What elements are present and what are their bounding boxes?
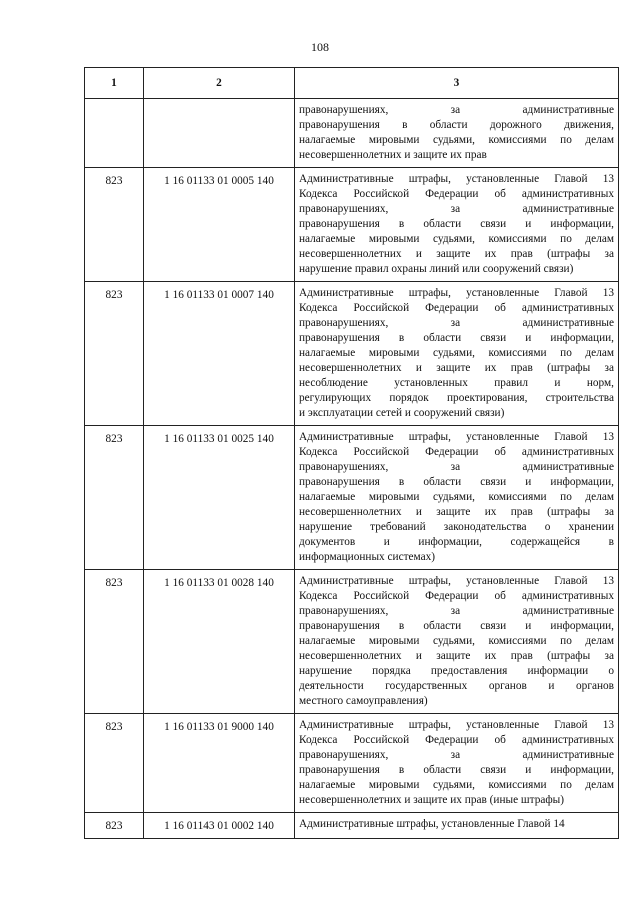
description-line: Административные штрафы, установленные Главой 14 <box>299 818 565 830</box>
description-cell <box>295 714 619 813</box>
description-line: правонарушениях, за административные <box>299 749 614 761</box>
admin-code-cell: 823 <box>85 168 144 282</box>
description-line: несоблюдение установленных правил и норм, <box>299 377 614 389</box>
admin-code-cell: 823 <box>85 282 144 426</box>
budget-code-cell: 1 16 01133 01 0007 140 <box>144 282 295 426</box>
description-line: правонарушениях, за административные <box>299 461 614 473</box>
description-line: правонарушения в области связи и информации, <box>299 476 614 488</box>
description-line: несовершеннолетних и защите их прав (штрафы за <box>299 248 614 260</box>
description-line: налагаемые мировыми судьями, комиссиями по делам <box>299 347 614 359</box>
description-line: Административные штрафы, установленные Главой 13 <box>299 431 614 443</box>
description-line: правонарушения в области связи и информации, <box>299 620 614 632</box>
description-line: Кодекса Российской Федерации об административных <box>299 302 614 314</box>
description-line: правонарушения в области связи и информации, <box>299 218 614 230</box>
description-line: документов и информации, содержащейся в <box>299 536 614 548</box>
table-row <box>85 570 619 714</box>
description-cell <box>295 99 619 168</box>
header-col-1: 1 <box>85 68 144 99</box>
description-line: несовершеннолетних и защите их прав (иные штрафы) <box>299 794 565 806</box>
description-line: деятельности государственных органов и органов <box>299 680 614 692</box>
budget-code-cell: 1 16 01143 01 0002 140 <box>144 813 295 839</box>
description-line: правонарушения в области связи и информации, <box>299 764 614 776</box>
description-line: Административные штрафы, установленные Главой 13 <box>299 287 614 299</box>
admin-code-cell: 823 <box>85 426 144 570</box>
admin-code-cell: 823 <box>85 570 144 714</box>
budget-code-cell: 1 16 01133 01 0028 140 <box>144 570 295 714</box>
description-line: правонарушения в области дорожного движения, <box>299 119 614 131</box>
admin-code-cell <box>85 99 144 168</box>
description-line: налагаемые мировыми судьями, комиссиями по делам <box>299 233 614 245</box>
table-row <box>85 168 619 282</box>
header-col-3: 3 <box>295 68 619 99</box>
description-line: несовершеннолетних и защите их прав (штрафы за <box>299 362 614 374</box>
admin-code-cell: 823 <box>85 714 144 813</box>
description-line: Административные штрафы, установленные Главой 13 <box>299 173 614 185</box>
description-line: нарушение требований законодательства о хранении <box>299 521 614 533</box>
table-row <box>85 282 619 426</box>
page-number: 108 <box>311 40 329 54</box>
description-line: нарушение порядка предоставления информации о <box>299 665 614 677</box>
description-line: Кодекса Российской Федерации об административных <box>299 188 614 200</box>
description-cell <box>295 570 619 714</box>
description-line: регулирующих порядок проектирования, строительства <box>299 392 614 404</box>
description-line: и эксплуатации сетей и сооружений связи) <box>299 407 505 419</box>
table-header-row <box>85 68 619 99</box>
description-line: несовершеннолетних и защите их прав (штрафы за <box>299 506 614 518</box>
description-cell <box>295 282 619 426</box>
description-line: Кодекса Российской Федерации об административных <box>299 590 614 602</box>
budget-code-cell: 1 16 01133 01 9000 140 <box>144 714 295 813</box>
description-line: Административные штрафы, установленные Главой 13 <box>299 719 614 731</box>
table-row <box>85 813 619 839</box>
description-line: нарушение правил охраны линий или сооружений связи) <box>299 263 574 275</box>
description-cell <box>295 168 619 282</box>
description-line: несовершеннолетних и защите их прав (штрафы за <box>299 650 614 662</box>
description-line: Кодекса Российской Федерации об административных <box>299 734 614 746</box>
description-line: налагаемые мировыми судьями, комиссиями по делам <box>299 635 614 647</box>
description-line: Административные штрафы, установленные Главой 13 <box>299 575 614 587</box>
description-cell <box>295 426 619 570</box>
description-line: правонарушениях, за административные <box>299 203 614 215</box>
description-line: налагаемые мировыми судьями, комиссиями по делам <box>299 779 614 791</box>
description-line: правонарушениях, за административные <box>299 104 614 116</box>
description-line: правонарушениях, за административные <box>299 317 614 329</box>
description-line: Кодекса Российской Федерации об административных <box>299 446 614 458</box>
budget-code-cell: 1 16 01133 01 0025 140 <box>144 426 295 570</box>
description-line: местного самоуправления) <box>299 695 428 707</box>
header-col-2: 2 <box>144 68 295 99</box>
description-line: правонарушения в области связи и информации, <box>299 332 614 344</box>
description-line: налагаемые мировыми судьями, комиссиями по делам <box>299 491 614 503</box>
table-row <box>85 99 619 168</box>
table-row <box>85 714 619 813</box>
description-line: информационных системах) <box>299 551 436 563</box>
description-cell <box>295 813 619 839</box>
description-line: налагаемые мировыми судьями, комиссиями по делам <box>299 134 614 146</box>
description-line: правонарушениях, за административные <box>299 605 614 617</box>
description-line: несовершеннолетних и защите их прав <box>299 149 487 161</box>
table-row <box>85 426 619 570</box>
budget-code-cell: 1 16 01133 01 0005 140 <box>144 168 295 282</box>
budget-classification-table <box>84 67 619 839</box>
table-body <box>85 99 619 839</box>
admin-code-cell: 823 <box>85 813 144 839</box>
budget-code-cell <box>144 99 295 168</box>
